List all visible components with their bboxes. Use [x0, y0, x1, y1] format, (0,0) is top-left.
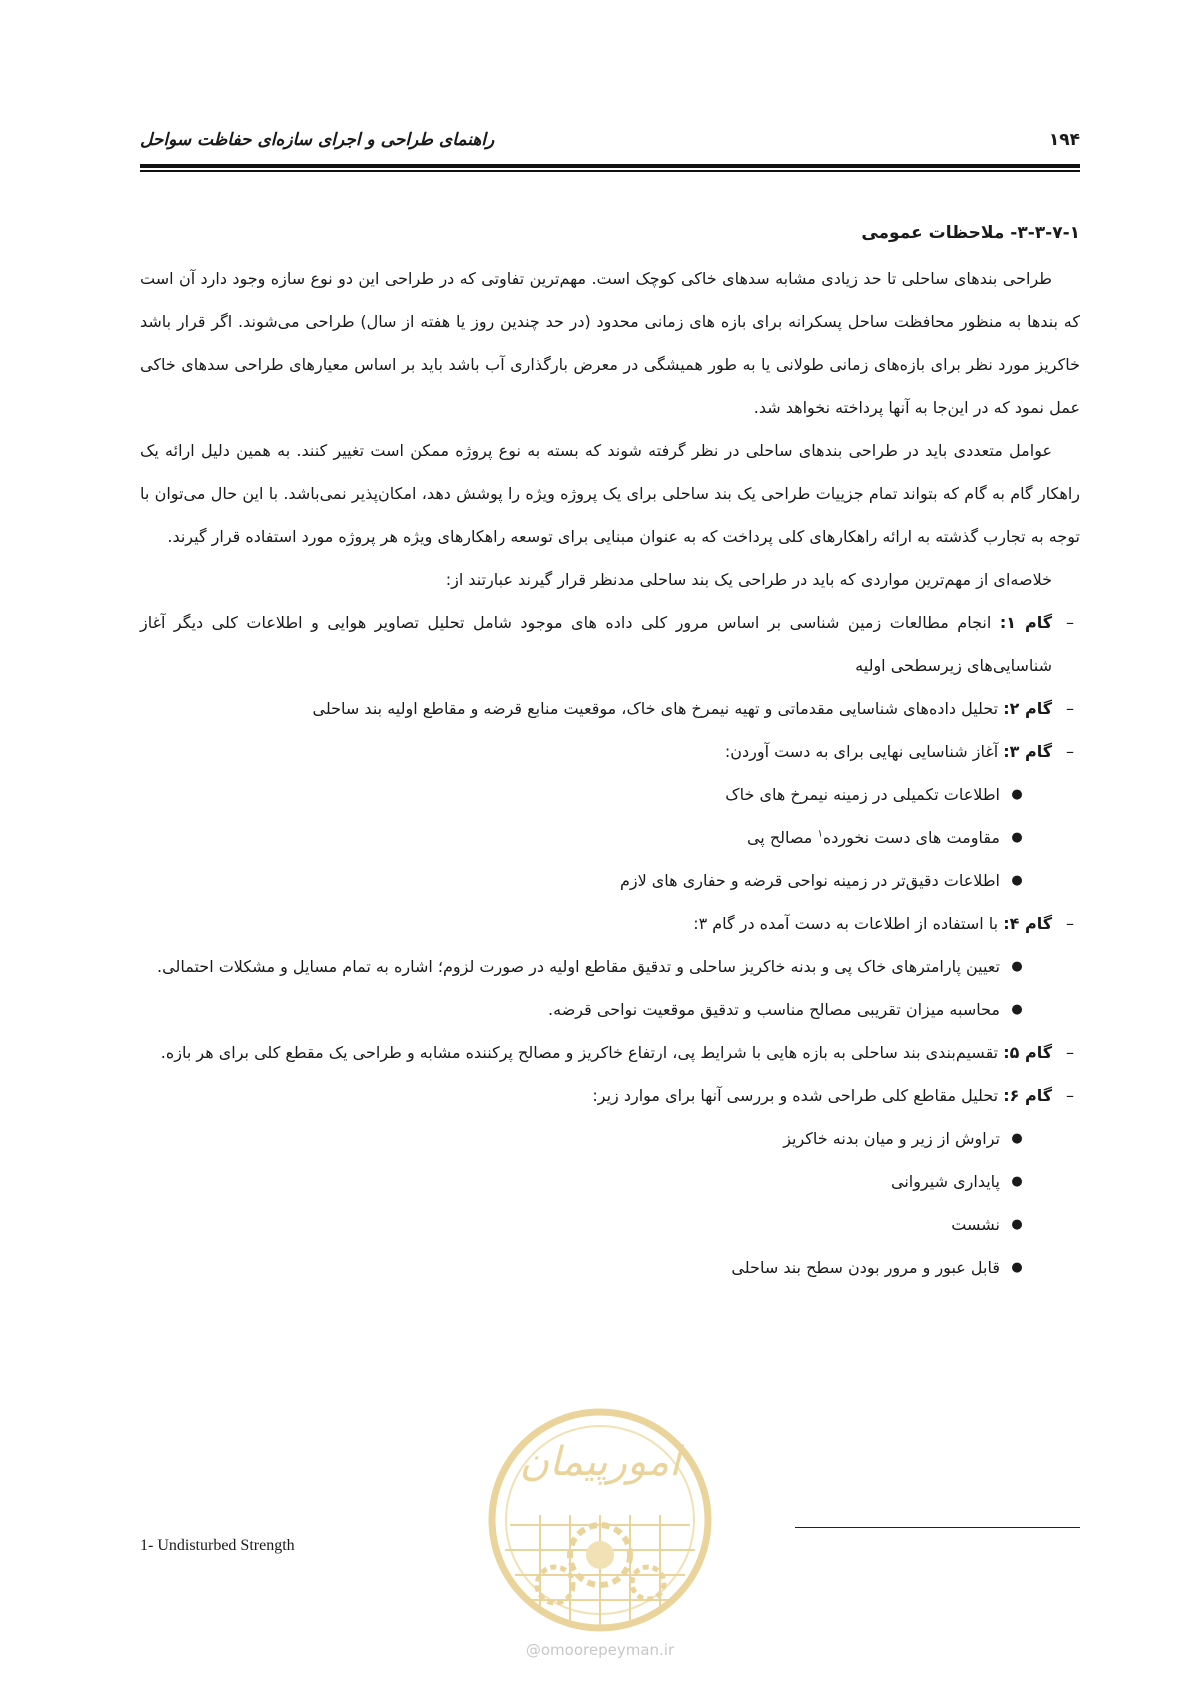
list-item	[140, 988, 1080, 1031]
footnote: 1- Undisturbed Strength	[140, 1537, 295, 1554]
bullet-text: پایداری شیروانی	[891, 1172, 1000, 1191]
step-item	[140, 601, 1080, 687]
bullet-icon: ●	[1011, 1217, 1023, 1232]
page-header	[140, 128, 1080, 168]
paragraph: عوامل متعددی باید در طراحی بندهای ساحلی در نظر گرفته شوند که بسته به نوع پروژه ممکن است تغییر کنند. به همین دلیل ارائه یک راهکار گام به گام که بتواند تمام جزییات طراحی یک بند ساحلی برای یک پروژه ویژه را پوشش دهد، امکان‌پذیر نمی‌باشد. با این حال می‌توان با توجه به تجارب گذشته به ارائه راهکارهای کلی پرداخت که به عنوان مبنایی برای توسعه راهکارهای ویژه هر پروژه مورد استفاده قرار گیرند.	[140, 441, 1080, 546]
step-label: گام ۶:	[1003, 1086, 1052, 1105]
paragraph: طراحی بندهای ساحلی تا حد زیادی مشابه سدهای خاکی کوچک است. مهم‌ترین تفاوتی که در طراحی این دو نوع سازه وجود دارد آن است که بندها به منظور محافظت ساحل پسکرانه برای بازه های زمانی محدود (در حد چندین روز یا هفته از سال) طراحی می‌شوند. اگر قرار باشد خاکریز مورد نظر برای بازه‌های زمانی طولانی یا به طور همیشگی در معرض بارگذاری آب باشد باید بر اساس معیارهای طراحی سدهای خاکی عمل نمود که در این‌جا به آنها پرداخته نخواهد شد.	[140, 269, 1080, 417]
bullet-text: مقاومت های دست نخورده	[822, 828, 1000, 847]
list-item	[140, 1203, 1080, 1246]
step-label: گام ۱:	[999, 613, 1053, 632]
header-rule-thin	[140, 170, 1080, 172]
page-number: ۱۹۴	[1048, 130, 1080, 150]
dash-marker: –	[1066, 742, 1074, 761]
bullet-list	[140, 1117, 1080, 1289]
bullet-icon: ●	[1011, 1131, 1023, 1146]
step-item	[140, 730, 1080, 773]
bullet-text-tail: مصالح پی	[746, 828, 818, 847]
bullet-text: نشست	[951, 1215, 1000, 1234]
list-item	[140, 816, 1080, 859]
step-text: تحلیل مقاطع کلی طراحی شده و بررسی آنها برای موارد زیر:	[592, 1086, 1004, 1105]
step-item	[140, 902, 1080, 945]
list-item	[140, 1117, 1080, 1160]
bullet-icon: ●	[1011, 1260, 1023, 1275]
section-heading: ۳-۳-۷-۱- ملاحظات عمومی	[861, 223, 1080, 243]
bullet-text: تراوش از زیر و میان بدنه خاکریز	[783, 1129, 1000, 1148]
list-item	[140, 945, 1080, 988]
dash-marker: –	[1066, 699, 1074, 718]
step-text: با استفاده از اطلاعات به دست آمده در گام ۳:	[693, 914, 1004, 933]
bullet-text: اطلاعات تکمیلی در زمینه نیمرخ های خاک	[725, 785, 1000, 804]
step-text: آغاز شناسایی نهایی برای به دست آوردن:	[724, 742, 1004, 761]
watermark-logo-text: امورپیمان	[519, 1439, 681, 1485]
watermark-text: @omoorepeyman.ir	[525, 1641, 675, 1659]
watermark-logo-icon	[470, 1405, 730, 1635]
dash-marker: –	[1066, 1043, 1074, 1062]
running-title: راهنمای طراحی و اجرای سازه‌ای حفاظت سواحل	[140, 130, 495, 150]
steps-list	[140, 902, 1080, 945]
footnote-rule	[795, 1527, 1080, 1528]
bullet-list	[140, 945, 1080, 1031]
bullet-text: قابل عبور و مرور بودن سطح بند ساحلی	[731, 1258, 1000, 1277]
footnote-reference: ۱	[817, 828, 823, 840]
dash-marker: –	[1066, 613, 1074, 632]
list-intro: خلاصه‌ای از مهم‌ترین مواردی که باید در طراحی یک بند ساحلی مدنظر قرار گیرند عبارتند از:	[445, 570, 1052, 589]
list-item	[140, 1160, 1080, 1203]
bullet-icon: ●	[1011, 1174, 1023, 1189]
step-label: گام ۴:	[1003, 914, 1052, 933]
bullet-text: محاسبه میزان تقریبی مصالح مناسب و تدقیق موقعیت نواحی قرضه.	[548, 1000, 1000, 1019]
bullet-icon: ●	[1011, 787, 1023, 802]
step-text: تحلیل داده‌های شناسایی مقدماتی و تهیه نیمرخ های خاک، موقعیت منابع قرضه و مقاطع اولیه بند ساحلی	[312, 699, 1004, 718]
bullet-list	[140, 773, 1080, 902]
steps-list	[140, 1031, 1080, 1117]
list-item	[140, 773, 1080, 816]
dash-marker: –	[1066, 1086, 1074, 1105]
list-item	[140, 859, 1080, 902]
header-rule-thick	[140, 164, 1080, 168]
step-item	[140, 687, 1080, 730]
bullet-icon: ●	[1011, 873, 1023, 888]
steps-list	[140, 601, 1080, 773]
step-label: گام ۳:	[1003, 742, 1052, 761]
step-item	[140, 1031, 1080, 1074]
bullet-icon: ●	[1011, 959, 1023, 974]
step-item	[140, 1074, 1080, 1117]
list-item	[140, 1246, 1080, 1289]
bullet-icon: ●	[1011, 830, 1023, 845]
bullet-icon: ●	[1011, 1002, 1023, 1017]
main-content	[140, 215, 1080, 1289]
step-text: انجام مطالعات زمین شناسی بر اساس مرور کلی داده های موجود شامل تحلیل تصاویر هوایی و اطلاعات کلی دیگر آغاز شناسایی‌های زیرسطحی اولیه	[140, 613, 1052, 675]
bullet-text: تعیین پارامترهای خاک پی و بدنه خاکریز ساحلی و تدقیق مقاطع اولیه در صورت لزوم؛ اشاره به تمام مسایل و مشکلات احتمالی.	[157, 957, 1000, 976]
bullet-text: اطلاعات دقیق‌تر در زمینه نواحی قرضه و حفاری های لازم	[619, 871, 1000, 890]
step-label: گام ۲:	[1003, 699, 1052, 718]
watermark	[470, 1405, 730, 1705]
dash-marker: –	[1066, 914, 1074, 933]
step-text: تقسیم‌بندی بند ساحلی به بازه هایی با شرایط پی، ارتفاع خاکریز و مصالح پرکننده مشابه و طراحی یک مقطع کلی برای هر بازه.	[160, 1043, 1004, 1062]
step-label: گام ۵:	[1003, 1043, 1052, 1062]
